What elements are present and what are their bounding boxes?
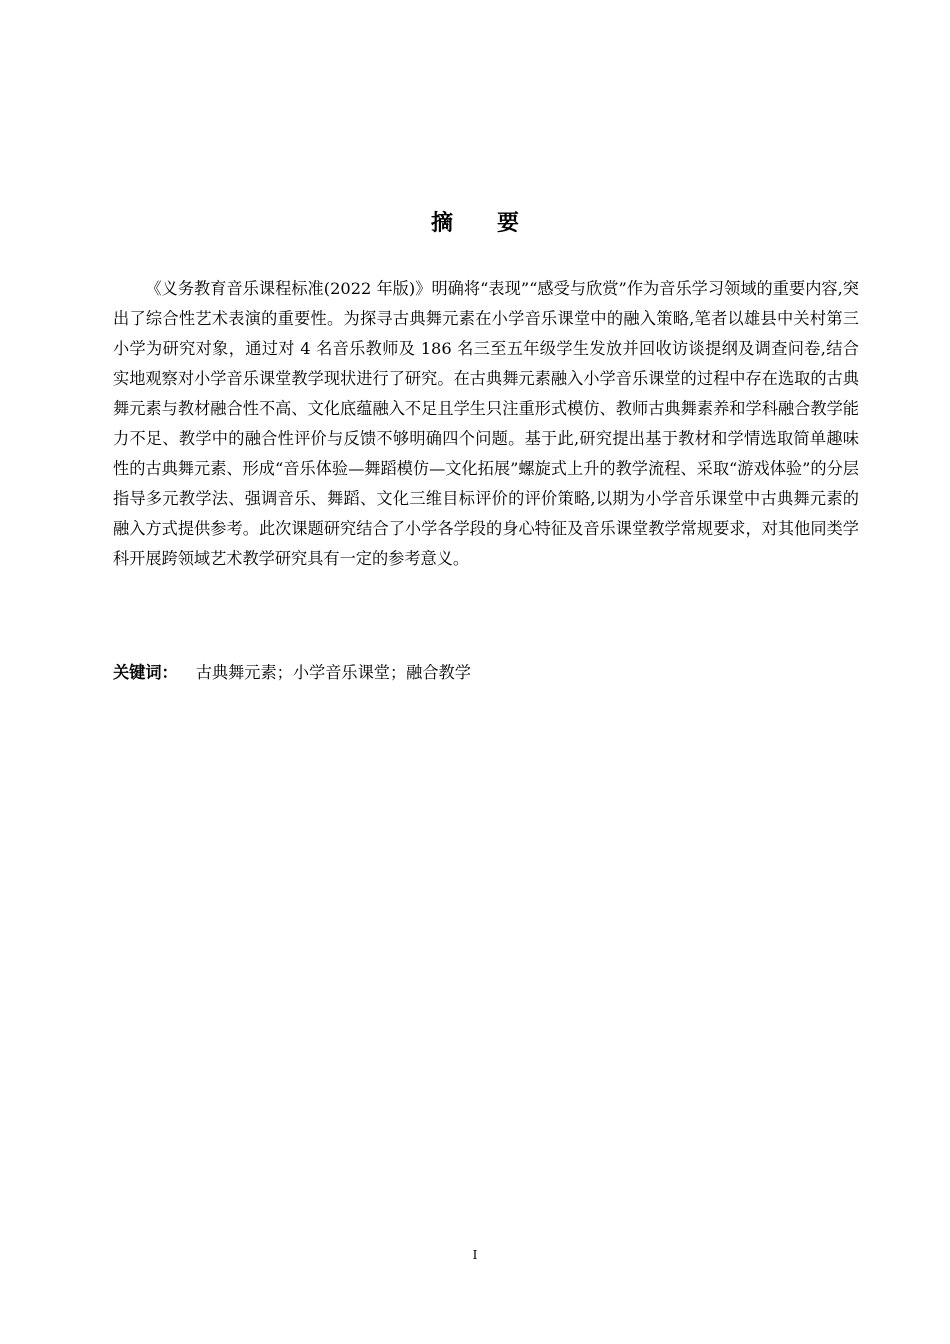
keywords-line (113, 658, 859, 688)
page-number: I (472, 1248, 478, 1262)
abstract-title: 摘要 (430, 211, 563, 236)
keywords-text: 古典舞元素；小学音乐课堂；融合教学 (195, 663, 471, 682)
abstract-paragraph: 《义务教育音乐课程标准(2022 年版)》明确将“表现”“感受与欣赏”作为音乐学习领域的重要内容,突出了综合性艺术表演的重要性。为探寻古典舞元素在小学音乐课堂中的融入策略,笔者以雄县中关村第三小学为研究对象，通过对 4 名音乐教师及 186 名三至五年级学生发放并回收访谈提纲及调查问卷,结合实地观察对小学音乐课堂教学现状进行了研究。在古典舞元素融入小学音乐课堂的过程中存在选取的古典舞元素与教材融合性不高、文化底蕴融入不足且学生只注重形式模仿、教师古典舞素养和学科融合教学能力不足、教学中的融合性评价与反馈不够明确四个问题。基于此,研究提出基于教材和学情选取简单趣味性的古典舞元素、形成“音乐体验—舞蹈模仿—文化拓展”螺旋式上升的教学流程、采取“游戏体验”的分层指导多元教学法、强调音乐、舞蹈、文化三维目标评价的评价策略,以期为小学音乐课堂中古典舞元素的融入方式提供参考。此次课题研究结合了小学各学段的身心特征及音乐课堂教学常规要求，对其他同类学科开展跨领域艺术教学研究具有一定的参考意义。 (113, 279, 859, 568)
keywords-label: 关键词： (113, 663, 178, 682)
